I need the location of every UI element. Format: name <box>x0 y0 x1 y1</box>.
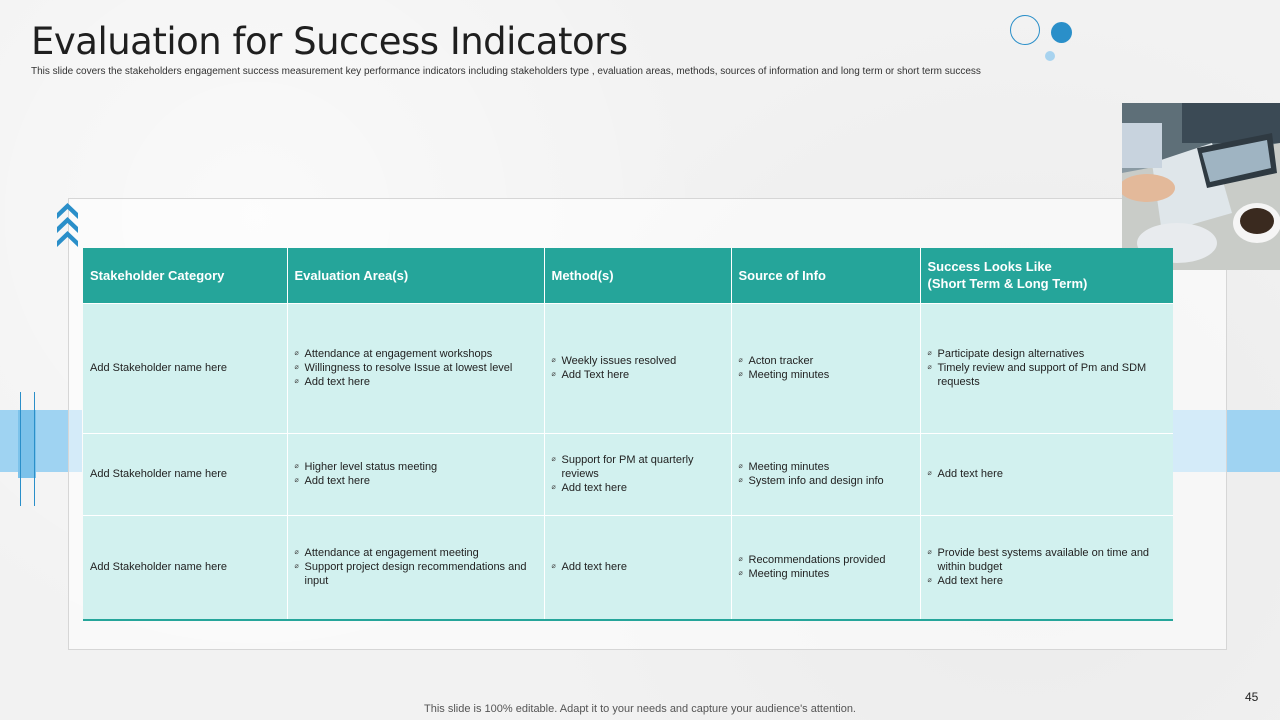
list-item: ⌀ Recommendations provided <box>739 553 913 567</box>
list-item: ⌀ Add text here <box>928 574 1167 588</box>
list-item: ⌀ Weekly issues resolved <box>552 354 724 368</box>
header-success-line2: (Short Term & Long Term) <box>927 276 1088 292</box>
list-item: ⌀ Support project design recommendations and input <box>295 560 537 588</box>
slide-footer: This slide is 100% editable. Adapt it to your needs and capture your audience's attention. <box>424 703 856 715</box>
list-item: ⌀ Participate design alternatives <box>928 347 1167 361</box>
slide-subtitle: This slide covers the stakeholders engagement success measurement key performance indicators including stakeholders type , evaluation areas, methods, sources of information and long term or short term success <box>31 66 981 77</box>
list-item: ⌀ Add Text here <box>552 368 724 382</box>
list-item: ⌀ Higher level status meeting <box>295 460 537 474</box>
cell-sources <box>731 433 920 515</box>
header-methods: Method(s) <box>544 248 731 303</box>
list-item: ⌀ System info and design info <box>739 474 913 488</box>
header-success-looks-like <box>920 248 1173 303</box>
cell-methods <box>544 303 731 433</box>
list-item: ⌀ Timely review and support of Pm and SDM requests <box>928 361 1167 389</box>
list-item: ⌀ Add text here <box>552 560 724 574</box>
table-row <box>83 515 1173 620</box>
decor-circle-filled <box>1051 22 1072 43</box>
cell-evaluation <box>287 303 544 433</box>
list-item: ⌀ Add text here <box>295 474 537 488</box>
cell-evaluation <box>287 433 544 515</box>
header-stakeholder-category: Stakeholder Category <box>83 248 287 303</box>
decor-line-left <box>20 392 21 506</box>
cell-success <box>920 433 1173 515</box>
decor-line-left-2 <box>34 392 35 506</box>
list-item: ⌀ Add text here <box>928 467 1167 481</box>
list-item: ⌀ Attendance at engagement workshops <box>295 347 537 361</box>
cell-success <box>920 303 1173 433</box>
cell-sources <box>731 303 920 433</box>
header-evaluation-areas: Evaluation Area(s) <box>287 248 544 303</box>
list-item: ⌀ Meeting minutes <box>739 460 913 474</box>
cell-success <box>920 515 1173 620</box>
table-header-row <box>83 248 1173 303</box>
header-source-of-info: Source of Info <box>731 248 920 303</box>
cell-category: Add Stakeholder name here <box>83 433 287 515</box>
table-row <box>83 433 1173 515</box>
cell-sources <box>731 515 920 620</box>
triple-chevron-up-icon <box>57 203 78 247</box>
page-number: 45 <box>1245 690 1259 704</box>
list-item: ⌀ Support for PM at quarterly reviews <box>552 453 724 481</box>
cell-methods <box>544 433 731 515</box>
success-indicators-table <box>83 248 1173 621</box>
list-item: ⌀ Add text here <box>295 375 537 389</box>
cell-methods <box>544 515 731 620</box>
slide-title: Evaluation for Success Indicators <box>31 20 628 63</box>
decor-circle-outline <box>1010 15 1040 45</box>
header-success-line1: Success Looks Like <box>927 259 1052 275</box>
list-item: ⌀ Add text here <box>552 481 724 495</box>
list-item: ⌀ Acton tracker <box>739 354 913 368</box>
cell-category: Add Stakeholder name here <box>83 303 287 433</box>
list-item: ⌀ Willingness to resolve Issue at lowest level <box>295 361 537 375</box>
list-item: ⌀ Meeting minutes <box>739 368 913 382</box>
cell-evaluation <box>287 515 544 620</box>
decor-circle-small <box>1045 51 1055 61</box>
cell-category: Add Stakeholder name here <box>83 515 287 620</box>
list-item: ⌀ Attendance at engagement meeting <box>295 546 537 560</box>
business-meeting-photo <box>1122 103 1280 270</box>
list-item: ⌀ Provide best systems available on time and within budget <box>928 546 1167 574</box>
list-item: ⌀ Meeting minutes <box>739 567 913 581</box>
table-row <box>83 303 1173 433</box>
